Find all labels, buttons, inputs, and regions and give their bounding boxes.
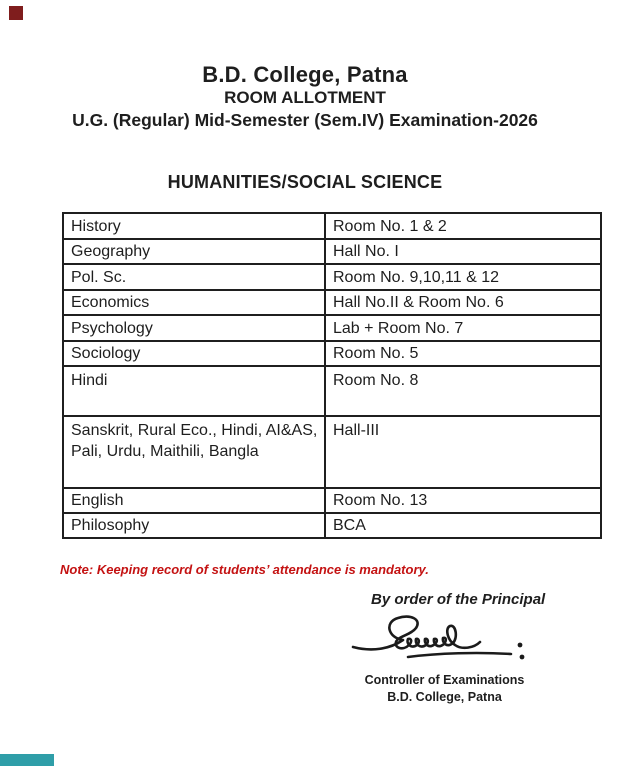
subject-cell: History <box>63 213 325 239</box>
table-row <box>63 416 601 488</box>
table-row <box>63 239 601 264</box>
table-row <box>63 264 601 290</box>
room-cell: Room No. 1 & 2 <box>325 213 601 239</box>
table-row <box>63 366 601 416</box>
subject-cell: Psychology <box>63 315 325 341</box>
subject-cell: Pol. Sc. <box>63 264 325 290</box>
room-cell: Hall No. I <box>325 239 601 264</box>
table-row <box>63 341 601 366</box>
table-row <box>63 290 601 315</box>
subject-cell: Geography <box>63 239 325 264</box>
scan-artifact-square <box>9 6 23 20</box>
signatory-org: B.D. College, Patna <box>387 690 502 704</box>
room-cell: Hall-III <box>325 416 601 488</box>
exam-subtitle: U.G. (Regular) Mid-Semester (Sem.IV) Examination-2026 <box>72 110 538 130</box>
room-cell: Room No. 8 <box>325 366 601 416</box>
scan-artifact-bar <box>0 754 54 766</box>
subject-cell: Philosophy <box>63 513 325 538</box>
by-order-text: By order of the Principal <box>371 591 546 608</box>
room-cell: Room No. 9,10,11 & 12 <box>325 264 601 290</box>
room-cell: BCA <box>325 513 601 538</box>
room-cell: Room No. 5 <box>325 341 601 366</box>
subject-cell: Sociology <box>63 341 325 366</box>
signatory-role: Controller of Examinations <box>364 673 525 687</box>
room-allotment-table <box>62 212 602 539</box>
college-title: B.D. College, Patna <box>202 62 408 87</box>
table-row <box>63 488 601 513</box>
room-allotment-title: ROOM ALLOTMENT <box>224 88 386 107</box>
table-row <box>63 213 601 239</box>
subject-cell: Economics <box>63 290 325 315</box>
subject-cell: Sanskrit, Rural Eco., Hindi, AI&AS, Pali, Urdu, Maithili, Bangla <box>63 416 325 488</box>
room-cell: Room No. 13 <box>325 488 601 513</box>
signatory-block <box>352 672 537 706</box>
subject-cell: English <box>63 488 325 513</box>
room-cell: Hall No.II & Room No. 6 <box>325 290 601 315</box>
attendance-note: Note: Keeping record of students’ attendance is mandatory. <box>60 562 429 577</box>
signature-scrawl-icon <box>348 609 538 671</box>
subject-cell: Hindi <box>63 366 325 416</box>
table-row <box>63 315 601 341</box>
table-row <box>63 513 601 538</box>
section-heading: HUMANITIES/SOCIAL SCIENCE <box>167 172 443 192</box>
notice-header <box>5 62 605 132</box>
room-cell: Lab + Room No. 7 <box>325 315 601 341</box>
